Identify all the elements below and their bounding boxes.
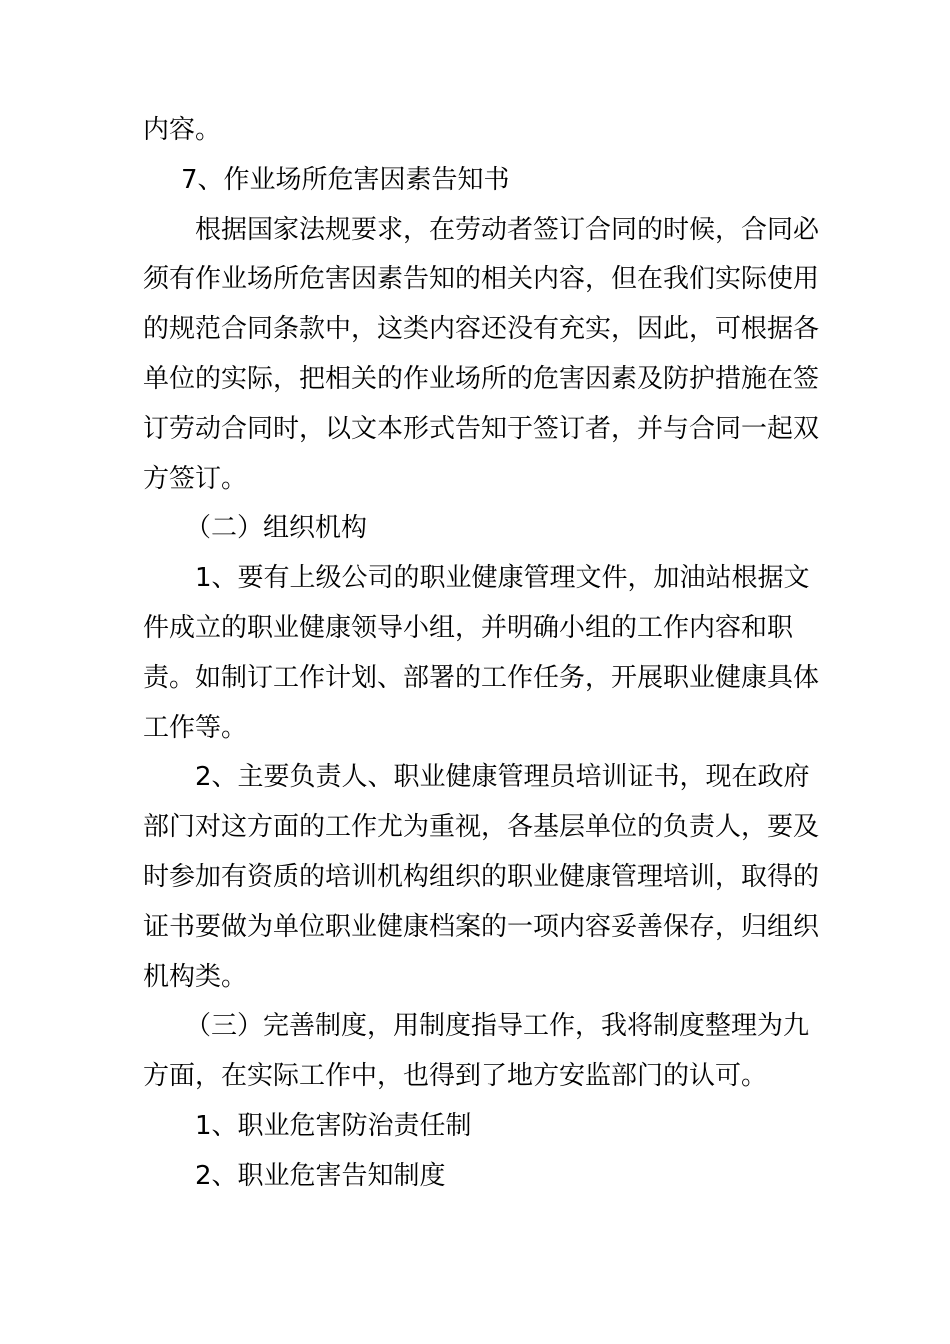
- text-line: 部门对这方面的工作尤为重视，各基层单位的负责人，要及: [143, 812, 820, 843]
- text-line: 工作等。: [143, 712, 248, 743]
- list-item: 2、职业危害告知制度: [195, 1160, 446, 1191]
- paragraph-first-line: 根据国家法规要求，在劳动者签订合同的时候，合同必: [195, 214, 820, 245]
- text-line: 订劳动合同时，以文本形式告知于签订者，并与合同一起双: [143, 413, 820, 444]
- paragraph-first-line: 1、要有上级公司的职业健康管理文件，加油站根据文: [195, 563, 810, 594]
- text-line: 须有作业场所危害因素告知的相关内容，但在我们实际使用: [143, 264, 820, 295]
- text-line: 件成立的职业健康领导小组，并明确小组的工作内容和职: [143, 612, 794, 643]
- text-line: 证书要做为单位职业健康档案的一项内容妥善保存，归组织: [143, 911, 820, 942]
- paragraph-first-line: 2、主要负责人、职业健康管理员培训证书，现在政府: [195, 762, 810, 793]
- text-line: 时参加有资质的培训机构组织的职业健康管理培训，取得的: [143, 861, 820, 892]
- text-line: 单位的实际，把相关的作业场所的危害因素及防护措施在签: [143, 363, 820, 394]
- section-heading: 7、作业场所危害因素告知书: [181, 164, 510, 195]
- text-line: 机构类。: [143, 961, 248, 992]
- list-item: 1、职业危害防治责任制: [195, 1110, 472, 1141]
- text-line: 的规范合同条款中，这类内容还没有充实，因此，可根据各: [143, 314, 820, 345]
- text-line: 责。如制订工作计划、部署的工作任务，开展职业健康具体: [143, 662, 820, 693]
- section-heading: （三）完善制度，用制度指导工作，我将制度整理为九: [185, 1011, 810, 1042]
- text-line: 方签订。: [143, 463, 248, 494]
- text-line: 方面，在实际工作中，也得到了地方安监部门的认可。: [143, 1061, 768, 1092]
- text-line: 内容。: [143, 115, 222, 145]
- section-heading: （二）组织机构: [185, 513, 368, 544]
- document-page: [143, 106, 843, 1202]
